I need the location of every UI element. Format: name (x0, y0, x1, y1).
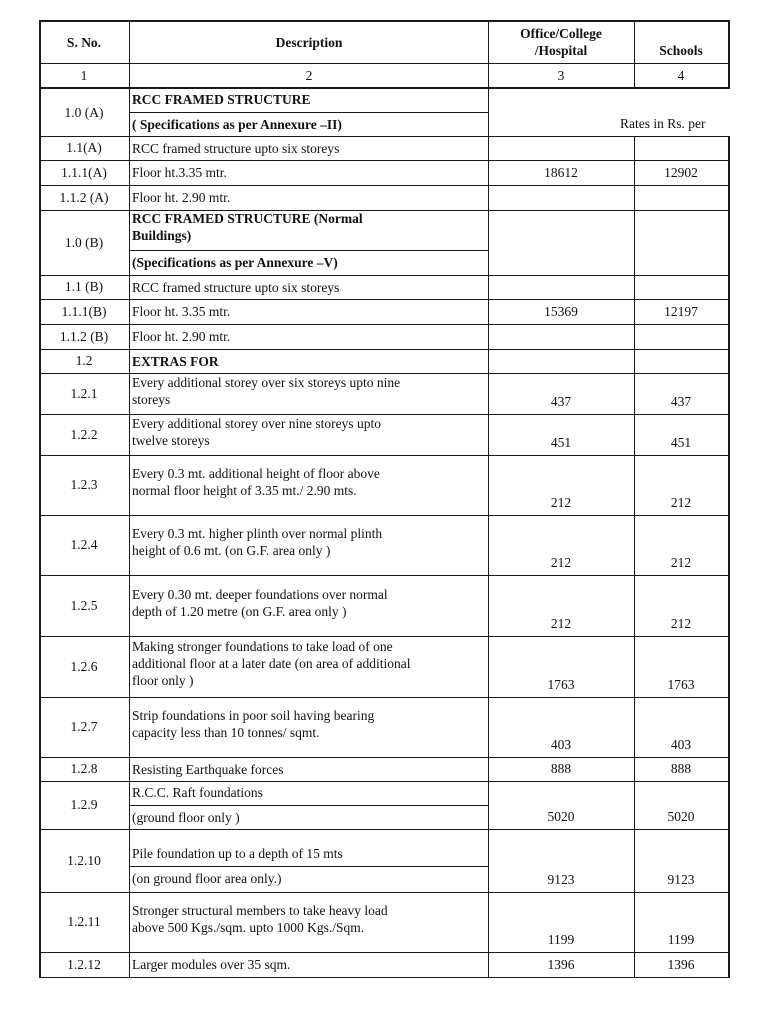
row-sno: 1.2.11 (67, 914, 101, 929)
row-sno: 1.0 (A) (64, 104, 104, 120)
table-row-rule (39, 275, 728, 276)
header-office-line2: /Hospital (534, 43, 588, 58)
column-rule (129, 20, 130, 978)
office-rate: 451 (550, 435, 572, 450)
row-sno: 1.2.10 (67, 852, 101, 868)
row-description: Every additional storey over nine storeys upto (132, 415, 381, 431)
row-sno: 1.1.1(A) (61, 164, 107, 180)
row-description: Strip foundations in poor soil having bearing (132, 708, 375, 723)
row-sub-divider (129, 250, 488, 251)
schools-rate: 12197 (664, 304, 698, 319)
column-rule (634, 136, 635, 978)
row-sno: 1.2.3 (70, 477, 98, 492)
row-description: above 500 Kgs./sqm. upto 1000 Kgs./Sqm. (132, 920, 365, 935)
row-sno: 1.1(A) (66, 140, 102, 155)
row-sno: 1.1 (B) (64, 279, 104, 294)
row-description: Larger modules over 35 sqm. (132, 957, 291, 972)
table-row-rule (39, 185, 728, 186)
schools-rate: 403 (670, 737, 692, 752)
header-office-line1: Office/College (520, 26, 602, 41)
schools-rate: 9123 (667, 872, 695, 887)
row-sno: 1.0 (B) (64, 234, 104, 250)
row-description: capacity less than 10 tonnes/ sqmt. (132, 725, 320, 740)
row-description: Floor ht. 3.35 mtr. (132, 304, 231, 319)
column-number-3: 3 (557, 68, 565, 83)
row-description-note: (ground floor only ) (132, 810, 240, 825)
table-row-rule (39, 636, 728, 637)
row-description: Every 0.30 mt. deeper foundations over normal (132, 586, 388, 602)
row-description: depth of 1.20 metre (on G.F. area only ) (132, 603, 347, 619)
table-row-rule (39, 781, 728, 782)
table-row-rule (39, 697, 728, 698)
column-number-1: 1 (80, 68, 88, 83)
row-description: twelve storeys (132, 432, 210, 448)
row-sno: 1.1.2 (B) (59, 328, 109, 344)
office-rate: 15369 (544, 304, 578, 319)
row-description: Resisting Earthquake forces (132, 761, 284, 777)
column-rule (39, 20, 41, 978)
row-description: Floor ht. 2.90 mtr. (132, 329, 231, 344)
table-row-rule (39, 892, 728, 893)
row-sno: 1.2.6 (70, 658, 98, 674)
row-description: Floor ht. 2.90 mtr. (132, 190, 231, 205)
schools-rate: 1763 (667, 677, 695, 692)
row-description: Pile foundation up to a depth of 15 mts (132, 846, 343, 861)
row-sno: 1.2.5 (70, 597, 98, 613)
schools-rate: 5020 (667, 809, 695, 824)
row-description: Every 0.3 mt. additional height of floor above (132, 466, 380, 481)
header-divider (39, 63, 728, 64)
row-sub-divider (129, 866, 488, 867)
row-sno: 1.2.8 (70, 761, 98, 776)
table-row-rule (39, 829, 728, 830)
header-schools: Schools (659, 43, 703, 58)
row-description: additional floor at a later date (on area of additional (132, 656, 411, 671)
column-rule (728, 136, 730, 978)
row-sub-divider (129, 805, 488, 806)
row-sno: 1.1.1(B) (61, 303, 107, 319)
office-rate: 18612 (544, 165, 578, 180)
schools-rate: 212 (670, 616, 692, 631)
row-description: Buildings) (132, 228, 192, 243)
header-sno: S. No. (66, 35, 102, 50)
row-description-note: ( Specifications as per Annexure –II) (132, 117, 342, 132)
row-sno: 1.2.12 (67, 956, 101, 972)
schools-rate: 12902 (664, 165, 698, 180)
row-sno: 1.1.2 (A) (59, 189, 109, 205)
table-row-rule (39, 455, 728, 456)
office-rate: 888 (550, 761, 572, 776)
header-description: Description (275, 35, 343, 50)
row-description: Every additional storey over six storeys upto nine (132, 374, 401, 390)
row-sno: 1.2 (75, 353, 93, 368)
office-rate: 212 (550, 616, 572, 631)
header-bottom-border (39, 87, 728, 89)
office-rate: 1199 (547, 932, 575, 947)
rates-note: Rates in Rs. per (620, 116, 706, 131)
table-row-rule (39, 324, 728, 325)
row-description: storeys (132, 391, 171, 407)
schools-rate: 212 (670, 495, 692, 510)
row-sno: 1.2.4 (70, 537, 98, 552)
column-rule (728, 20, 730, 89)
row-description: normal floor height of 3.35 mt./ 2.90 mts. (132, 483, 357, 498)
row-sno: 1.2.1 (70, 385, 98, 401)
column-number-4: 4 (677, 68, 685, 83)
office-rate: 212 (550, 495, 572, 510)
row-description: Making stronger foundations to take load of one (132, 639, 393, 654)
row-description: RCC FRAMED STRUCTURE (Normal (132, 211, 363, 226)
schools-rate: 888 (670, 761, 692, 776)
table-row-rule (39, 515, 728, 516)
office-rate: 5020 (547, 809, 575, 824)
row-description: Every 0.3 mt. higher plinth over normal plinth (132, 526, 383, 541)
table-row-rule (39, 575, 728, 576)
row-description: floor only ) (132, 673, 194, 688)
office-rate: 212 (550, 555, 572, 570)
row-sno: 1.2.7 (70, 719, 98, 734)
table-row-rule (39, 160, 728, 161)
table-row-rule (39, 757, 728, 758)
schools-rate: 451 (670, 435, 692, 450)
office-rate: 403 (550, 737, 572, 752)
office-rate: 9123 (547, 872, 575, 887)
row-sub-divider (129, 112, 488, 113)
office-rate: 1396 (547, 957, 575, 972)
column-rule (634, 20, 635, 89)
table-row-rule (39, 952, 728, 953)
row-description: height of 0.6 mt. (on G.F. area only ) (132, 543, 331, 558)
row-sno: 1.2.9 (70, 797, 98, 812)
schools-rate: 1199 (667, 932, 695, 947)
row-description: EXTRAS FOR (132, 353, 219, 369)
column-rule (488, 20, 489, 978)
row-sno: 1.2.2 (70, 426, 98, 442)
table-top-border (39, 20, 728, 22)
table-row-rule (39, 349, 728, 350)
table-row-rule (39, 299, 728, 300)
office-rate: 1763 (547, 677, 575, 692)
column-number-2: 2 (305, 68, 313, 83)
row-description: R.C.C. Raft foundations (132, 785, 263, 800)
row-description-note: (on ground floor area only.) (132, 871, 282, 886)
row-description: RCC framed structure upto six storeys (132, 140, 340, 156)
schools-rate: 1396 (667, 957, 695, 972)
row-description: RCC framed structure upto six storeys (132, 279, 340, 295)
row-description: Floor ht.3.35 mtr. (132, 165, 227, 180)
row-description-note: (Specifications as per Annexure –V) (132, 255, 338, 270)
schools-rate: 212 (670, 555, 692, 570)
table-row-rule (39, 136, 728, 137)
table-row-rule (39, 977, 728, 978)
row-description: Stronger structural members to take heavy load (132, 903, 388, 918)
schools-rate: 437 (670, 394, 692, 409)
row-description: RCC FRAMED STRUCTURE (132, 92, 311, 107)
office-rate: 437 (550, 394, 572, 409)
